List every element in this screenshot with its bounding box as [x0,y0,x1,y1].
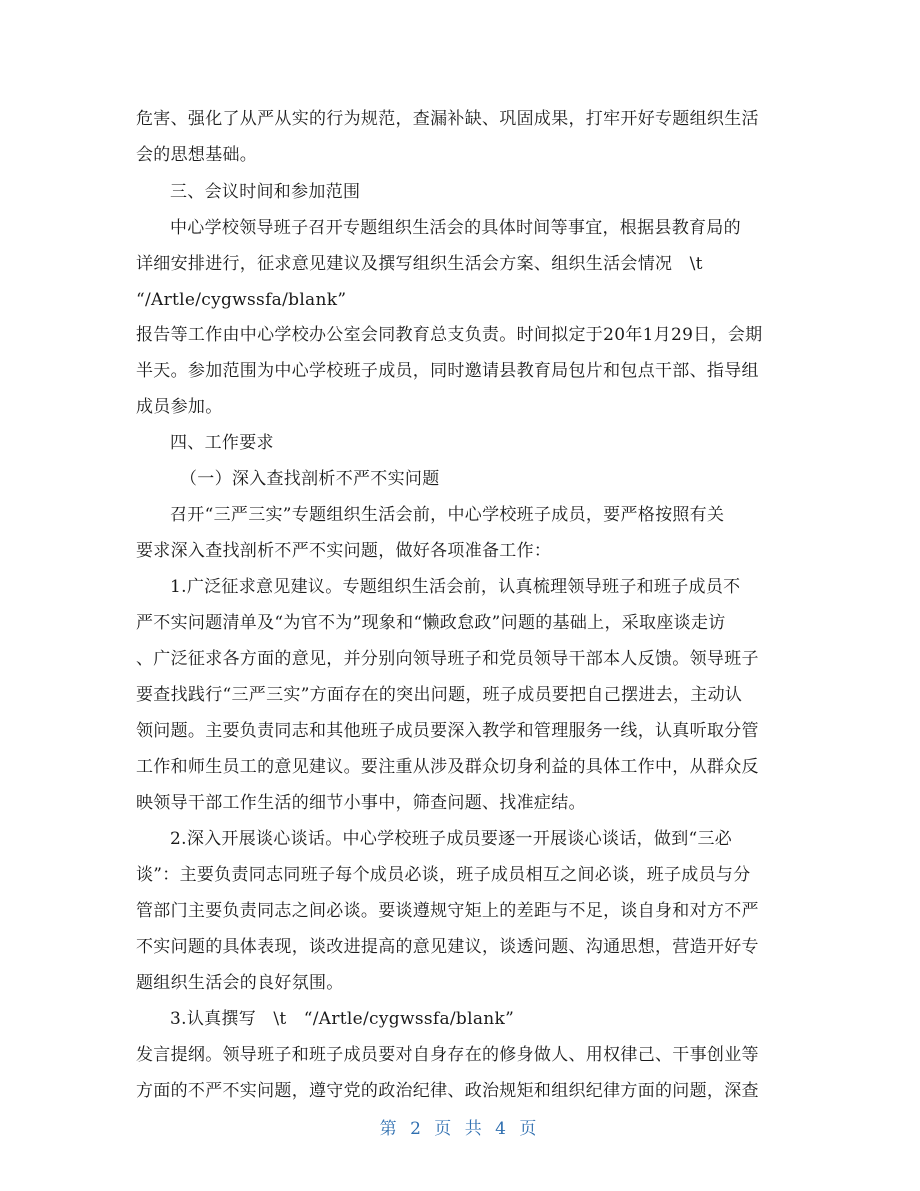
text-line: 报告等工作由中心学校办公室会同教育总支负责。时间拟定于20年1月29日，会期 [136,325,763,345]
text-line: 谈”：主要负责同志同班子每个成员必谈，班子成员相互之间必谈，班子成员与分 [136,865,751,885]
text-line: 要查找践行“三严三实”方面存在的突出问题，班子成员要把自己摆进去，主动认 [136,685,743,705]
text-line: 半天。参加范围为中心学校班子成员，同时邀请县教育局包片和包点干部、指导组 [136,361,759,381]
text-line: 3.认真撰写 \t “/Artle/cygwssfa/blank” [170,1009,515,1029]
text-line: 严不实问题清单及“为官不为”现象和“懒政怠政”问题的基础上，采取座谈走访 [136,613,726,633]
text-line: 映领导干部工作生活的细节小事中，筛查问题、找准症结。 [136,793,586,813]
text-line: 管部门主要负责同志之间必谈。要谈遵规守矩上的差距与不足，谈自身和对方不严 [136,901,759,921]
text-line: 工作和师生员工的意见建议。要注重从涉及群众切身利益的具体工作中，从群众反 [136,757,759,777]
text-line: 方面的不严不实问题，遵守党的政治纪律、政治规矩和组织纪律方面的问题，深查 [136,1081,759,1101]
text-line: 2.深入开展谈心谈话。中心学校班子成员要逐一开展谈心谈话，做到“三必 [170,829,733,849]
section-heading: 四、工作要求 [170,433,274,453]
text-line: 危害、强化了从严从实的行为规范，查漏补缺、巩固成果，打牢开好专题组织生活 [136,109,759,129]
text-line: 领问题。主要负责同志和其他班子成员要深入教学和管理服务一线，认真听取分管 [136,721,759,741]
section-heading: 三、会议时间和参加范围 [170,182,361,202]
page-number: 第 2 页 共 4 页 [379,1119,541,1139]
text-line: 成员参加。 [136,397,223,417]
subsection-heading: （一）深入查找剖析不严不实问题 [180,469,440,489]
text-line: 题组织生活会的良好氛围。 [136,973,344,993]
text-line: 中心学校领导班子召开专题组织生活会的具体时间等事宜，根据县教育局的 [170,218,741,238]
text-line: 召开“三严三实”专题组织生活会前，中心学校班子成员，要严格按照有关 [170,505,725,525]
text-line: 不实问题的具体表现，谈改进提高的意见建议，谈透问题、沟通思想，营造开好专 [136,937,759,957]
text-line: “/Artle/cygwssfa/blank” [136,290,347,310]
text-line: 详细安排进行，征求意见建议及撰写组织生活会方案、组织生活会情况 \t [136,254,703,274]
text-line: 发言提纲。领导班子和班子成员要对自身存在的修身做人、用权律己、干事创业等 [136,1045,759,1065]
text-line: 要求深入查找剖析不严不实问题，做好各项准备工作： [136,541,552,561]
text-line: 1.广泛征求意见建议。专题组织生活会前，认真梳理领导班子和班子成员不 [170,577,741,597]
text-line: 会的思想基础。 [136,145,258,165]
text-line: 、广泛征求各方面的意见，并分别向领导班子和党员领导干部本人反馈。领导班子 [136,649,759,669]
